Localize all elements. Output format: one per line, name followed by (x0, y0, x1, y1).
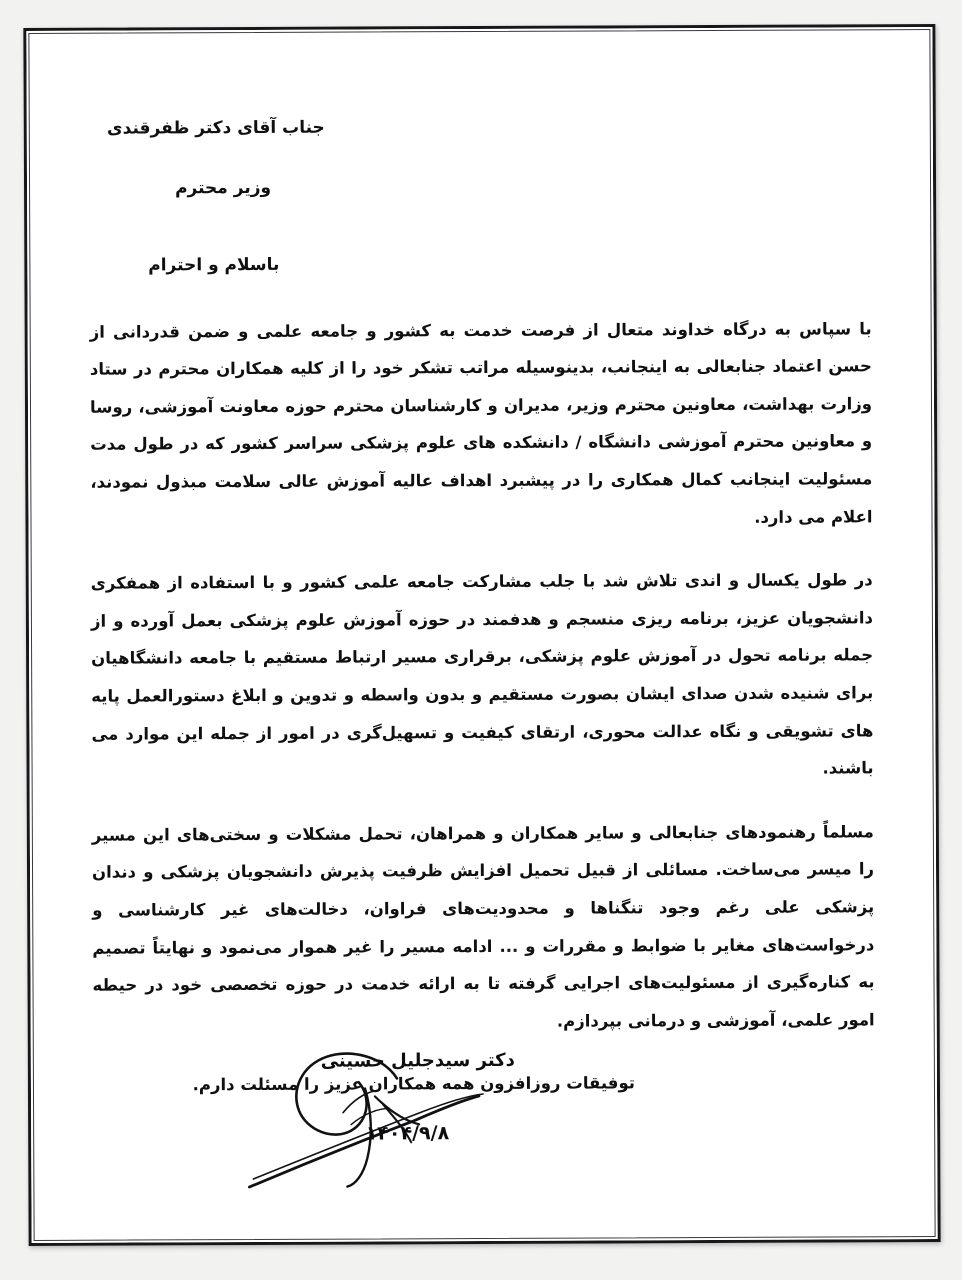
paper-surface (26, 27, 937, 1243)
signature-date: ۱۴۰۴/۹/۸ (365, 1122, 450, 1145)
closing-line: توفیقات روزافزون همه همکاران عزیز را مسئلت دارم. (192, 1073, 635, 1095)
signatory-name: دکتر سیدجلیل حسینی (320, 1049, 515, 1072)
body-paragraph-3: مسلماً رهنمودهای جنابعالی و سایر همکاران و همراهان، تحمل مشکلات و سختی‌های این مسیر را میسر می‌ساخت. مسائلی از قبیل تحمیل افزایش ظرفیت پذیرش دانشجویان پزشکی و دندان پزشکی علی رغم وجود تنگناها و محدودیت‌های فراوان، دخالت‌های غیر کارشناسی و درخواست‌های مغایر با ضوابط و مقررات و ... ادامه مسیر را غیر هموار می‌نمود و نهایتاً تصمیم به کناره‌گیری از مسئولیت‌های اجرایی گرفته تا به ارائه خدمت در حوزه تخصصی خود در حیطه امور علمی، آموزشی و درمانی بپردازم. (91, 822, 875, 1031)
letter-body (89, 87, 876, 1180)
signature-block (93, 1044, 576, 1196)
body-paragraph-2: در طول یکسال و اندی تلاش شد با جلب مشارکت جامعه علمی کشور و با استفاده از همفکری دانشجویان عزیز، برنامه ریزی منسجم و هدفمند در حوزه آموزش علوم پزشکی بعمل آورده و از جمله برنامه تحول در آموزش علوم پزشکی، برقراری مسیر ارتباط مستقیم با جامعه دانشگاهیان برای شنیده شدن صدای ایشان بصورت مستقیم و بدون واسطه و تدوین و ابلاغ دستورالعمل پایه های تشویقی و نگاه عدالت محوری، ارتقای کیفیت و تسهیل‌گری در امور از جمله این موارد می باشند. (90, 570, 874, 778)
addressee-name: جناب آقای دکتر ظفرقندی (106, 117, 325, 139)
greeting-line: باسلام و احترام (148, 254, 280, 276)
body-paragraph-1: با سپاس به درگاه خداوند متعال از فرصت خدمت به کشور و جامعه علمی و ضمن قدردانی از حسن اعتماد جنابعالی به اینجانب، بدینوسیله مراتب تشکر خود را از کلیه همکاران محترم در ستاد وزارت بهداشت، معاونین محترم وزیر، مدیران و کارشناسان محترم حوزه معاونت آموزشی، روسا و معاونین محترم آموزشی دانشگاه / دانشکده های علوم پزشکی سراسر کشور که در طول مدت مسئولیت اینجانب کمال همکاری را در پیشبرد اهداف عالیه آموزش عالی سلامت مبذول نمودند، اعلام می دارد. (89, 318, 873, 527)
addressee-role: وزیر محترم (175, 177, 272, 198)
paper-sheet (23, 24, 940, 1246)
addressee-block (89, 113, 871, 201)
